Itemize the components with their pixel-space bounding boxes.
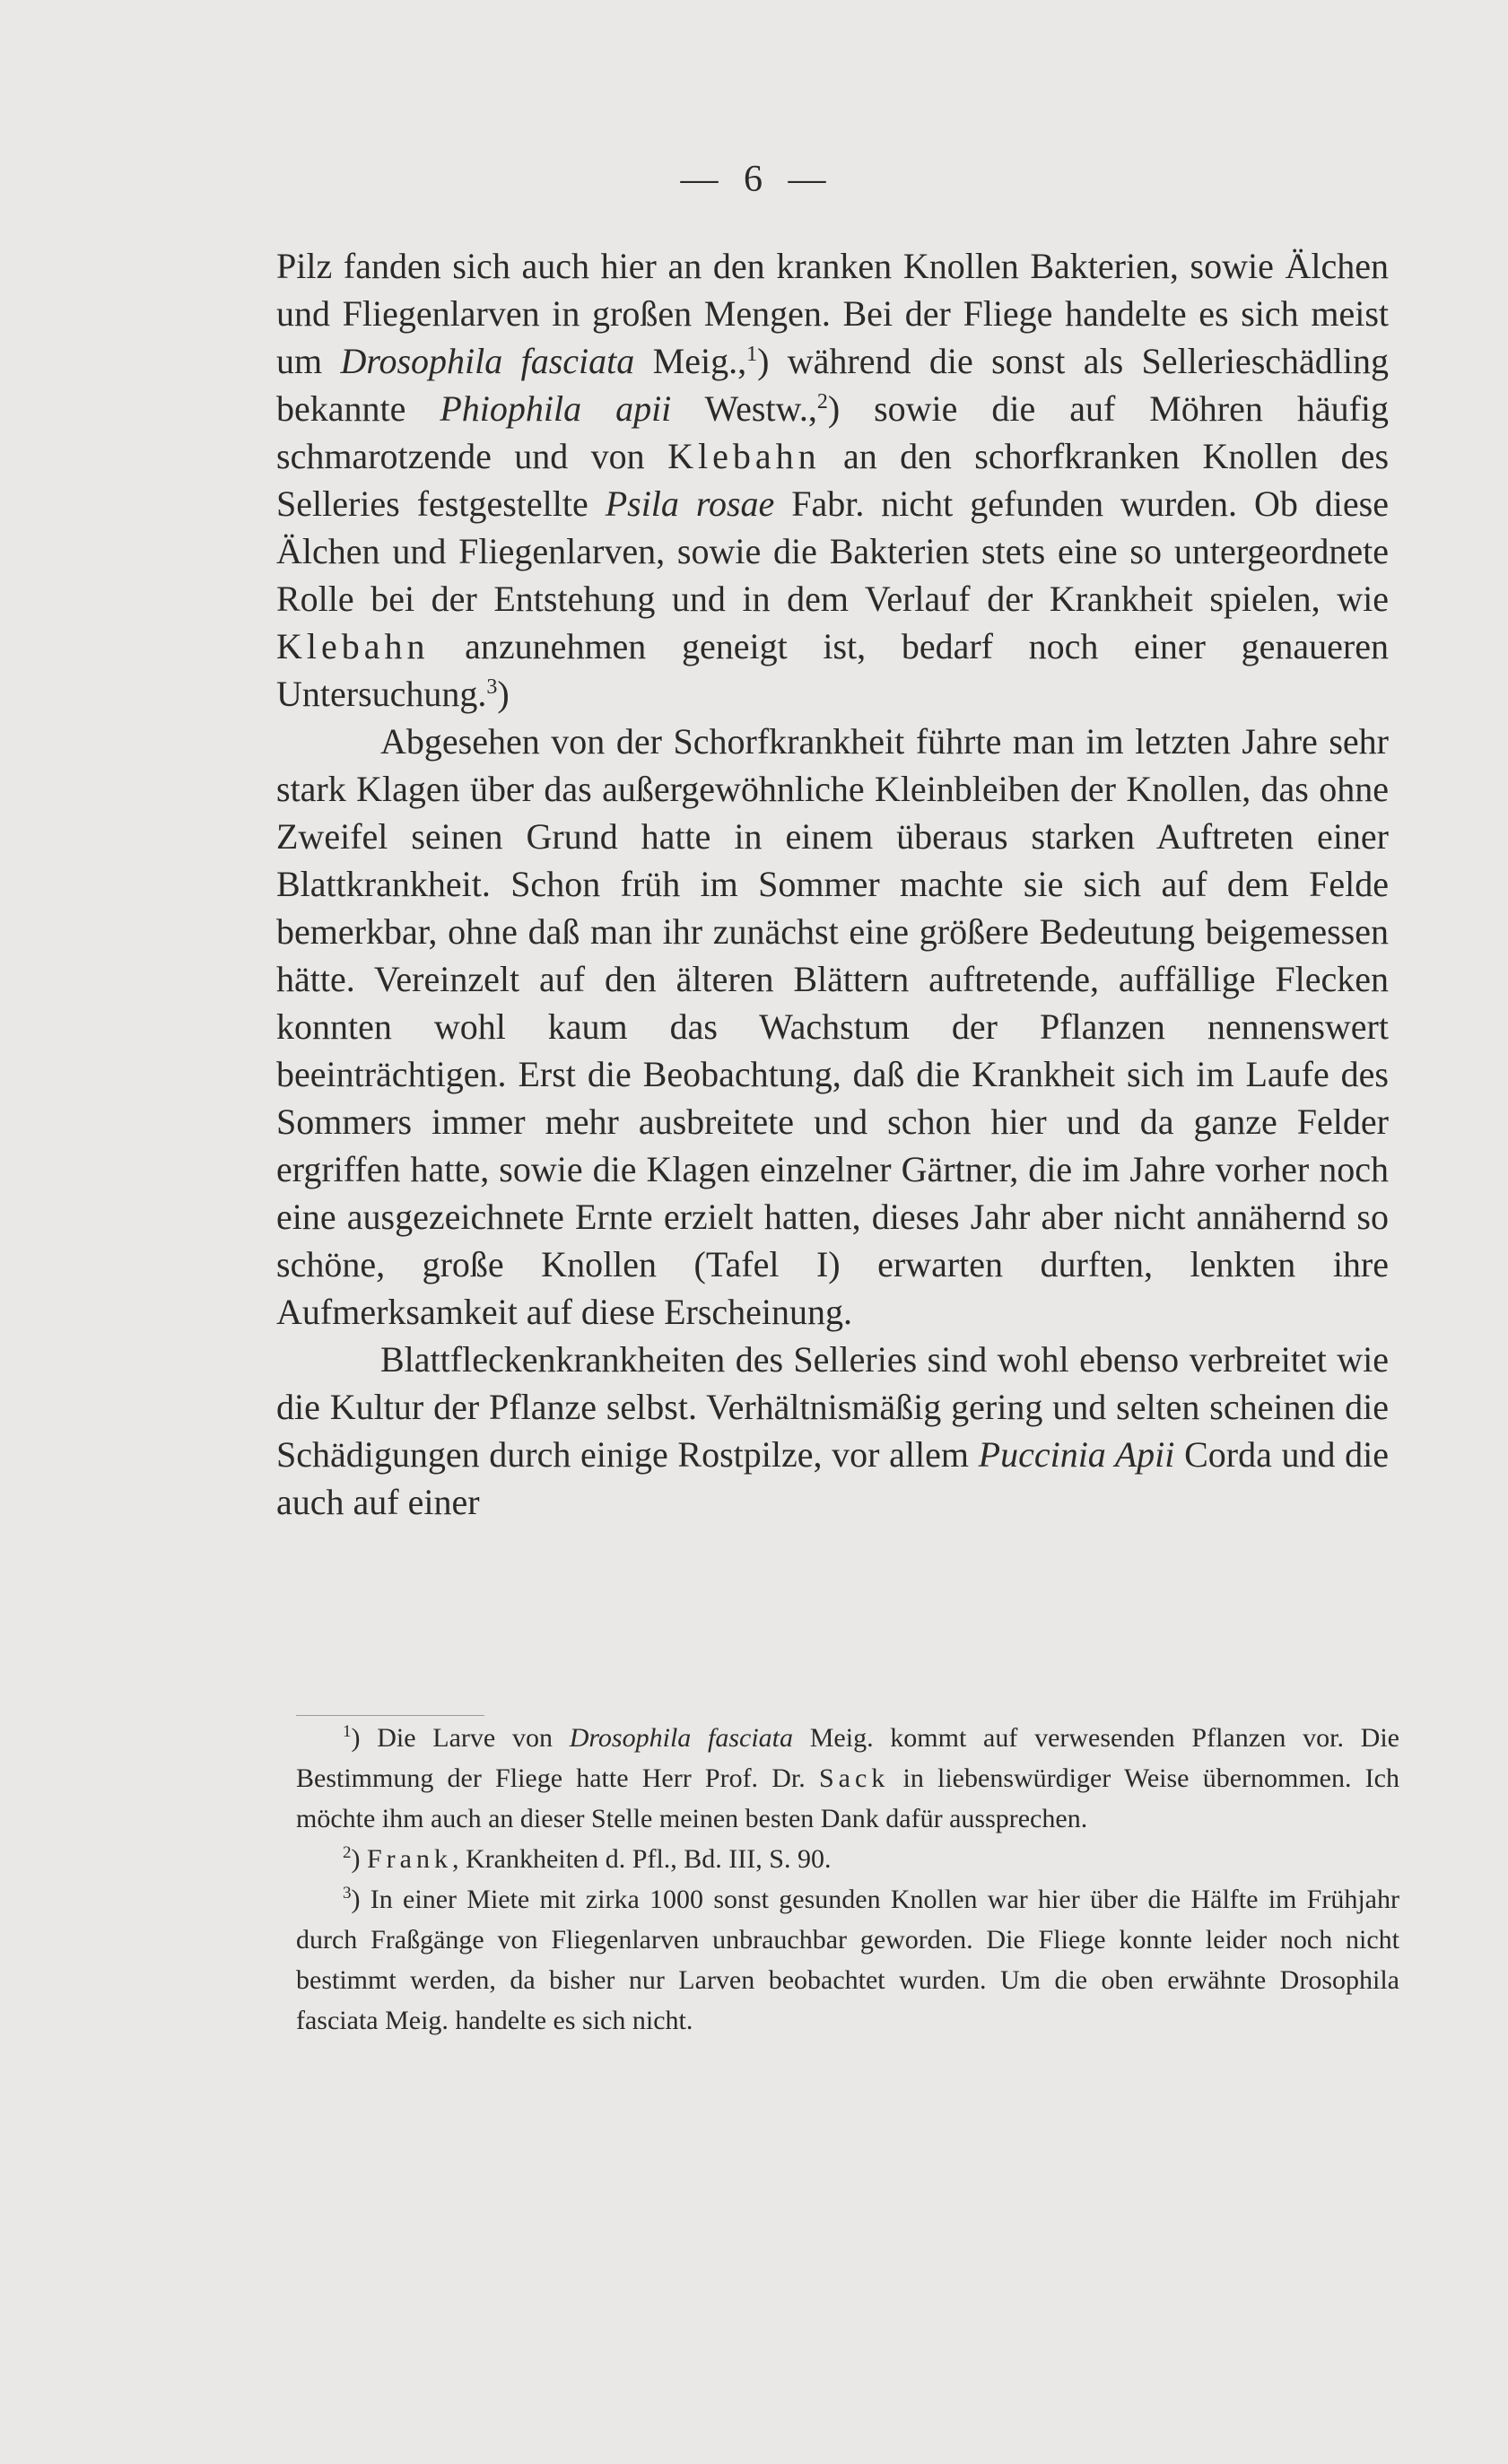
paragraph-3: [276, 1336, 1389, 1526]
text-run: Corda und die auch auf einer: [276, 1434, 1389, 1522]
text-run: Meig. kommt auf verwesenden Pflanzen vor. Die Bestimmung der Fliege hatte Herr Prof. Dr.: [296, 1723, 1399, 1793]
text-run: Blattfleckenkrankheiten des Selleries sind wohl ebenso verbreitet wie die Kultur der Pflanze selbst. Verhältnismäßig gering und selten scheinen die Schädigungen durch einige Rostpilze, vor allem: [276, 1339, 1389, 1475]
species-name: Puccinia Apii: [978, 1434, 1175, 1475]
text-run: an den schorfkranken Knollen des Selleries festgestellte: [276, 436, 1390, 524]
paragraph-2: Abgesehen von der Schorfkrankheit führte man im letzten Jahre sehr stark Klagen über das außergewöhnliche Kleinbleiben der Knollen, das ohne Zweifel seinen Grund hatte in einem überaus starken Auftreten einer Blattkrankheit. Schon früh im Sommer machte sie sich auf dem Felde bemerkbar, ohne daß man ihr zunächst eine größere Bedeutung beigemessen hätte. Vereinzelt auf den älteren Blättern auftretende, auffällige Flecken konnten wohl kaum das Wachstum der Pflanzen nennenswert beeinträchtigen. Erst die Beobachtung, daß die Krankheit sich im Laufe des Sommers immer mehr ausbreitete und schon hier und da ganze Felder ergriffen hatte, sowie die Klagen einzelner Gärtner, die im Jahre vorher noch eine ausgezeichnete Ernte erzielt hatten, dieses Jahr aber nicht annähernd so schöne, große Knollen (Tafel I) erwarten durften, lenkten ihre Aufmerksamkeit auf diese Erscheinung.: [276, 721, 1389, 1332]
text-run: in liebenswürdiger Weise übernommen. Ich möchte ihm auch an dieser Stelle meinen besten Dank dafür aussprechen.: [296, 1763, 1399, 1833]
text-run: , Krankheiten d. Pfl., Bd. III, S. 90.: [452, 1844, 832, 1874]
footnote-number: 3: [343, 1884, 352, 1902]
species-name: Phiophila apii: [440, 388, 672, 429]
text-run: ) während die sonst als Sellerieschädling bekannte: [276, 341, 1389, 429]
header-dash-right: —: [788, 159, 828, 200]
author-name: Frank: [367, 1844, 452, 1874]
text-run: ) sowie die auf Möhren häufig schmarotzende und von: [276, 388, 1390, 476]
text-run: ): [351, 1844, 367, 1874]
page-header: [0, 158, 1508, 201]
text-run: Westw.,: [671, 388, 817, 429]
header-dash-left: —: [680, 159, 720, 200]
footnote-2: [296, 1839, 1399, 1879]
footnote-divider: [296, 1715, 484, 1716]
text-run: anzunehmen geneigt ist, bedarf noch einer genaueren Untersuchung.: [276, 626, 1389, 714]
paragraph-1: [276, 242, 1389, 718]
text-run: Meig.,: [634, 341, 747, 381]
main-text: [276, 242, 1389, 1526]
species-name: Drosophila fasciata: [340, 341, 635, 381]
text-run: ) In einer Miete mit zirka 1000 sonst gesunden Knollen war hier über die Hälfte im Frühjahr durch Fraßgänge von Fliegenlarven unbrauchbar geworden. Die Fliege konnte leider noch nicht bestimmt werden, da bisher nur Larven beobachtet wurden. Um die oben erwähnte Drosophila fasciata Meig. handelte es sich nicht.: [296, 1885, 1399, 2035]
footnote-3: [296, 1879, 1399, 2041]
footnote-number: 1: [343, 1722, 352, 1741]
author-name: Klebahn: [667, 436, 821, 476]
species-name: Drosophila fasciata: [569, 1723, 794, 1753]
footnote-number: 2: [343, 1843, 352, 1862]
author-name: Klebahn: [276, 626, 430, 666]
footnote-1: [296, 1718, 1399, 1839]
species-name: Psila rosae: [605, 483, 775, 524]
text-run: Pilz fanden sich auch hier an den kranken Knollen Bakterien, sowie Älchen und Fliegenlarven in großen Mengen. Bei der Fliege handelte es sich meist um: [276, 246, 1389, 381]
person-name: Sack: [818, 1763, 890, 1793]
footnote-ref-1: 1: [746, 343, 758, 366]
page-number: 6: [744, 159, 764, 200]
text-run: ): [497, 674, 510, 714]
text-run: ) Die Larve von: [351, 1723, 570, 1753]
footnote-ref-3: 3: [486, 675, 498, 699]
footnotes: [296, 1718, 1399, 2041]
text-run: Fabr. nicht gefunden wurden. Ob diese Älchen und Fliegenlarven, sowie die Bakterien stets eine so untergeordnete Rolle bei der Entstehung und in dem Verlauf der Krankheit spielen, wie: [276, 483, 1389, 619]
footnote-ref-2: 2: [816, 390, 828, 414]
